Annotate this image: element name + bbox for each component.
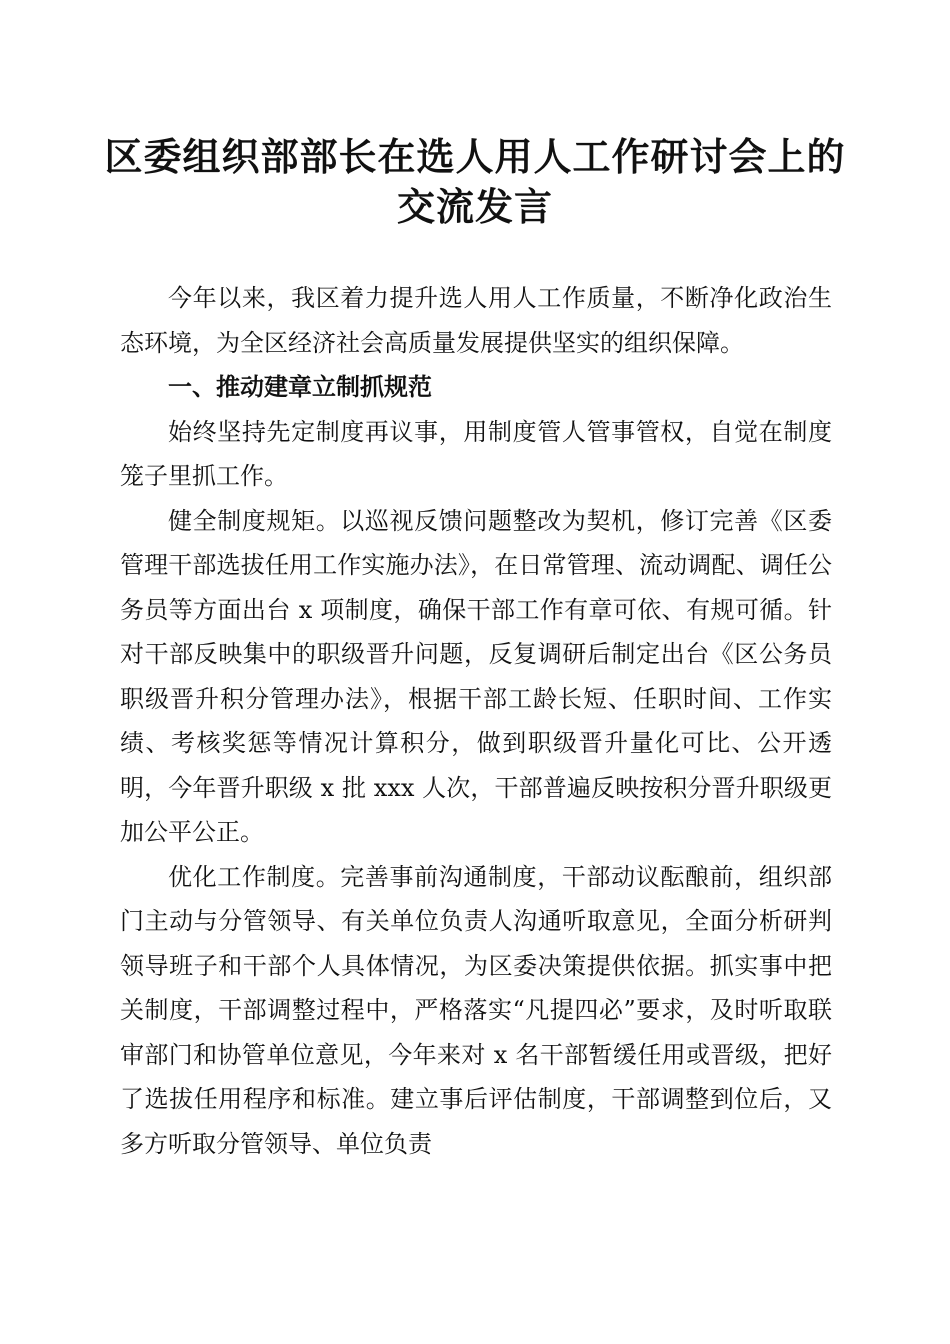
body-paragraph: 健全制度规矩。以巡视反馈问题整改为契机，修订完善《区委管理干部选拔任用工作实施办法》，在日常管理、流动调配、调任公务员等方面出台 x 项制度，确保干部工作有章可依、有规可循。针对干部反映集中的职级晋升问题，反复调研后制定出台《区公务员职级晋升积分管理办法》，根据干部工龄长短、任职时间、工作实绩、考核奖惩等情况计算积分，做到职级晋升量化可比、公开透明，今年晋升职级 x 批 xxx 人次，干部普遍反映按积分晋升职级更加公平公正。 xyxy=(120,506,832,846)
body-paragraph: 优化工作制度。完善事前沟通制度，干部动议酝酿前，组织部门主动与分管领导、有关单位负责人沟通听取意见，全面分析研判领导班子和干部个人具体情况，为区委决策提供依据。抓实事中把关制度，干部调整过程中，严格落实“凡提四必”要求，及时听取联审部门和协管单位意见，今年来对 x 名干部暂缓任用或晋级，把好了选拔任用程序和标准。建立事后评估制度，干部调整到位后，又多方听取分管领导、单位负责 xyxy=(120,862,832,1158)
section-heading: 一、推动建章立制抓规范 xyxy=(168,373,432,401)
document-body xyxy=(120,276,832,1166)
intro-paragraph: 今年以来，我区着力提升选人用人工作质量，不断净化政治生态环境，为全区经济社会高质量发展提供坚实的组织保障。 xyxy=(120,284,832,357)
body-paragraph: 始终坚持先定制度再议事，用制度管人管事管权，自觉在制度笼子里抓工作。 xyxy=(120,417,832,490)
document-title: 区委组织部部长在选人用人工作研讨会上的交流发言 xyxy=(104,134,846,229)
